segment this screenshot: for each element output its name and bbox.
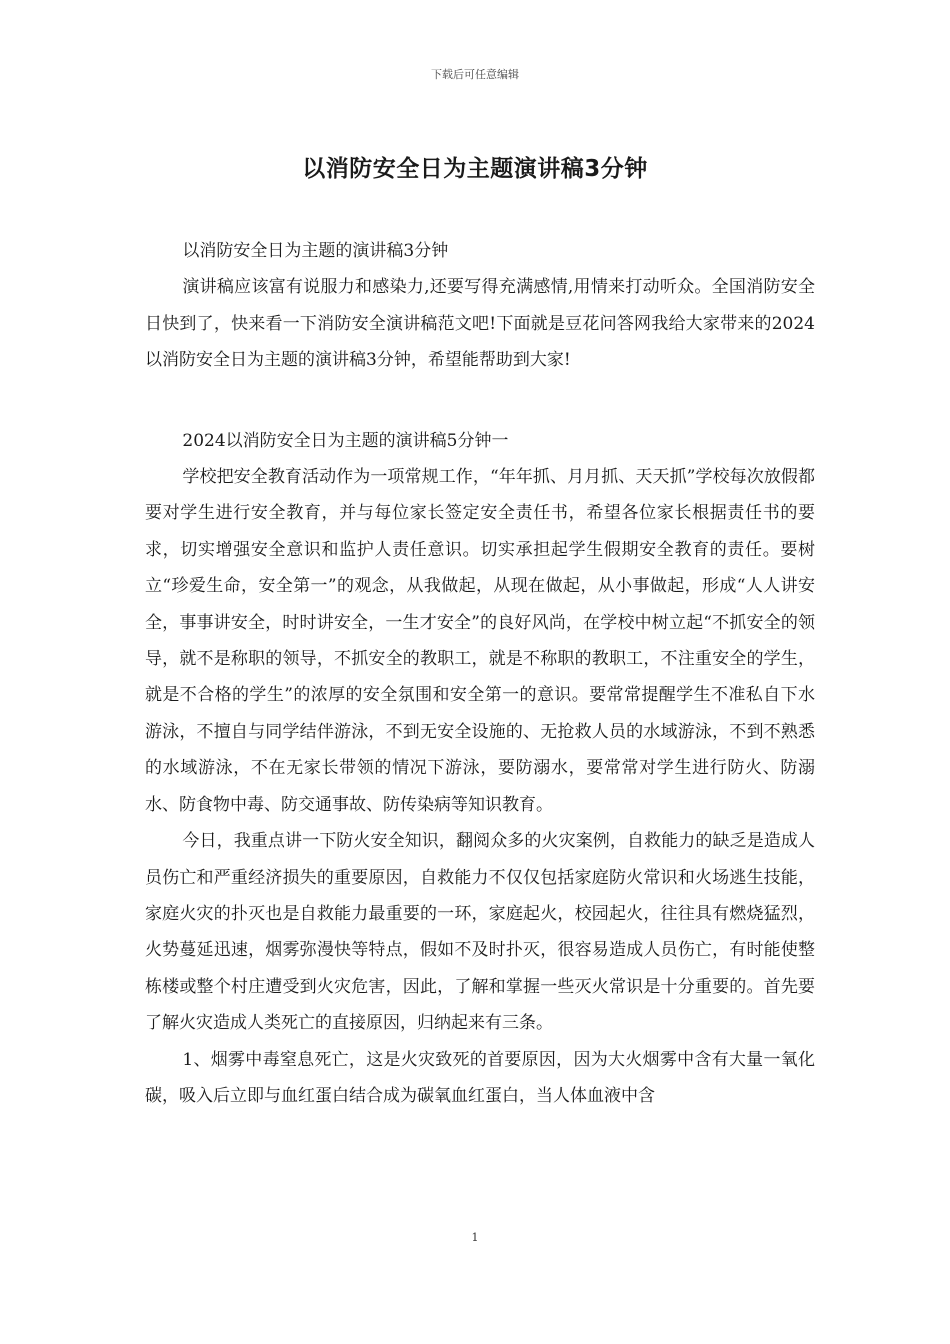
intro-subtitle: 以消防安全日为主题的演讲稿3分钟 — [182, 241, 449, 261]
document-title: 以消防安全日为主题演讲稿3分钟 — [302, 156, 648, 182]
body-paragraph-1: 学校把安全教育活动作为一项常规工作，“年年抓、月月抓、天天抓”学校每次放假都要对学生进行安全教育，并与每位家长签定安全责任书，希望各位家长根据责任书的要求，切实增强安全意识和监护人责任意识。切实承担起学生假期安全教育的责任。要树立“珍爱生命，安全第一”的观念，从我做起，从现在做起，从小事做起，形成“人人讲安全，事事讲安全，时时讲安全，一生才安全”的良好风尚，在学校中树立起“不抓安全的领导，就不是称职的领导，不抓安全的教职工，就是不称职的教职工，不注重安全的学生，就是不合格的学生”的浓厚的安全氛围和安全第一的意识。要常常提醒学生不准私自下水游泳，不擅自与同学结伴游泳，不到无安全设施的、无抢救人员的水域游泳，不到不熟悉的水域游泳，不在无家长带领的情况下游泳，要防溺水，要常常对学生进行防火、防溺水、防食物中毒、防交通事故、防传染病等知识教育。 — [145, 467, 815, 815]
body-paragraph-2: 今日，我重点讲一下防火安全知识，翻阅众多的火灾案例，自救能力的缺乏是造成人员伤亡和严重经济损失的重要原因，自救能力不仅仅包括家庭防火常识和火场逃生技能，家庭火灾的扑灭也是自救能力最重要的一环，家庭起火，校园起火，往往具有燃烧猛烈，火势蔓延迅速，烟雾弥漫快等特点，假如不及时扑灭，很容易造成人员伤亡，有时能使整栋楼或整个村庄遭受到火灾危害，因此，了解和掌握一些灭火常识是十分重要的。首先要了解火灾造成人类死亡的直接原因，归纳起来有三条。 — [145, 831, 815, 1034]
document-body — [145, 233, 815, 1114]
body-paragraph-3: 1、烟雾中毒窒息死亡，这是火灾致死的首要原因，因为大火烟雾中含有大量一氧化碳，吸入后立即与血红蛋白结合成为碳氧血红蛋白，当人体血液中含 — [145, 1049, 815, 1106]
section-heading: 2024以消防安全日为主题的演讲稿5分钟一 — [182, 430, 509, 451]
intro-paragraph: 演讲稿应该富有说服力和感染力,还要写得充满感情,用情来打动听众。全国消防安全日快到了，快来看一下消防安全演讲稿范文吧!下面就是豆花问答网我给大家带来的2024以消防安全日为主题的演讲稿3分钟，希望能帮助到大家! — [145, 277, 815, 371]
paragraph-gap — [145, 379, 815, 423]
page-number: 1 — [471, 1231, 479, 1244]
page-header-note: 下载后可任意编辑 — [431, 68, 519, 81]
